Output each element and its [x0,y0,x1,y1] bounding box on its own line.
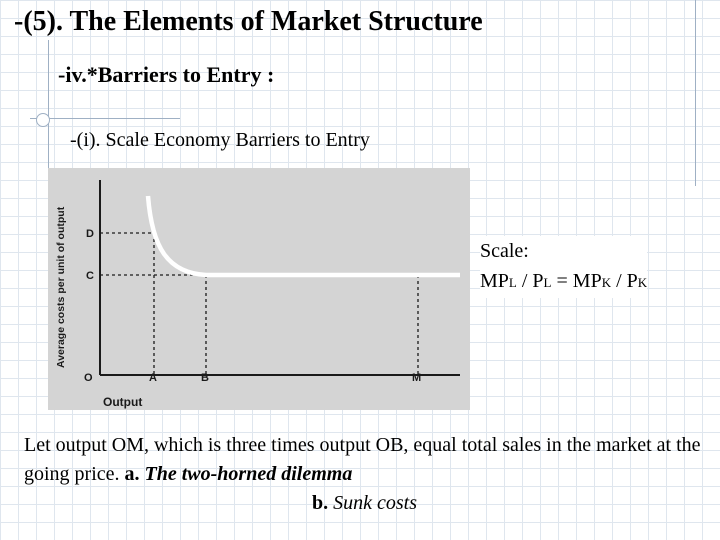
formula-p-l: P [532,270,544,292]
x-tick-label-m: M [412,372,422,384]
formula-sub-l-1: L [508,275,517,290]
y-axis-label: Average costs per unit of output [55,206,67,368]
cost-chart [48,168,470,410]
scale-label: Scale: [480,240,529,262]
explanation-paragraph [24,431,714,518]
formula-mp-k: MP [572,270,602,292]
slide-title: -(5). The Elements of Market Structure [14,6,483,37]
scale-formula [480,266,647,298]
y-tick-label-d: D [86,228,94,240]
slide-subtitle: -iv.*Barriers to Entry : [58,62,275,87]
frame-horizontal [30,118,180,119]
average-cost-curve [148,196,460,275]
bullet-circle-icon [36,113,50,127]
x-tick-label-a: A [149,372,157,384]
formula-mp-l: MP [480,270,509,292]
option-a-text: The two-horned dilemma [139,463,353,485]
formula-sub-k-1: K [601,275,612,290]
option-b-text: Sunk costs [328,492,418,514]
formula-sub-l-2: L [543,275,552,290]
paragraph-text: Let output OM, which is three times output OB, equal total sales in the market at the going price. [24,434,701,485]
slide-sub-subtitle: -(i). Scale Economy Barriers to Entry [70,129,370,151]
option-a-label: a. [119,463,140,485]
cost-chart-svg [48,168,470,410]
formula-slash-2: / [611,270,627,292]
x-tick-label-o: O [84,372,93,384]
formula-slash-1: / [516,270,533,292]
formula-equals: = [551,270,573,292]
frame-vertical-right [695,0,696,186]
scale-note [480,236,647,298]
x-tick-label-b: B [201,372,209,384]
formula-p-k: P [626,270,638,292]
option-b-label: b. [312,492,329,514]
formula-sub-k-2: K [637,275,648,290]
y-tick-label-c: C [86,270,94,282]
x-axis-label: Output [103,395,143,409]
